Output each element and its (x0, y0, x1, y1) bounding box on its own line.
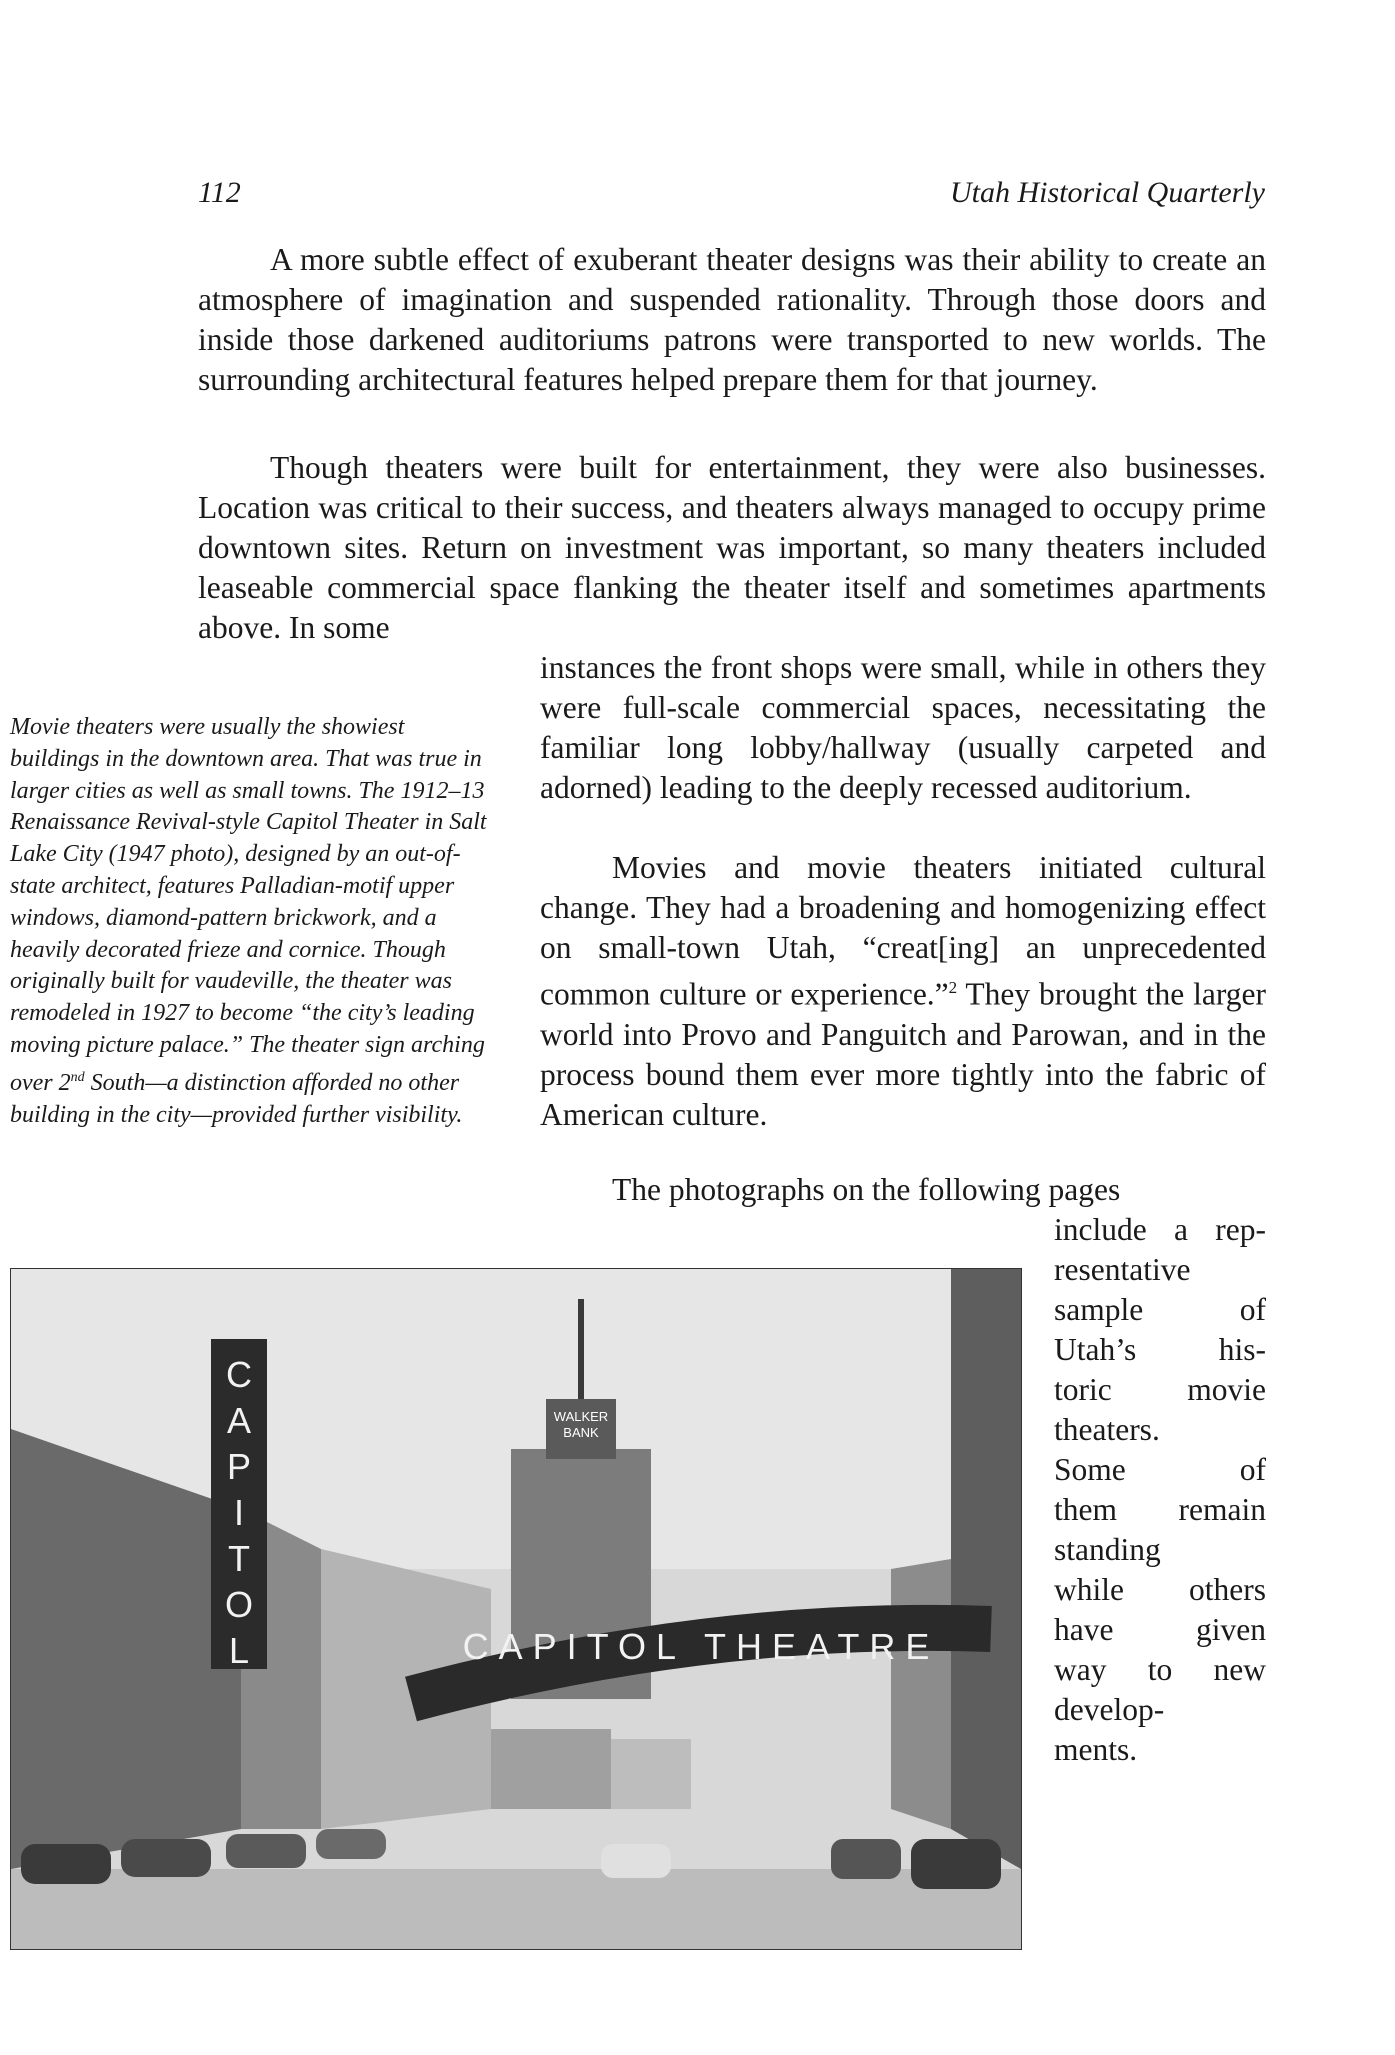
text-line: include a rep- (1054, 1212, 1266, 1247)
arch-sign-text: CAPITOL THEATRE (462, 1626, 940, 1667)
vertical-sign-letter: I (233, 1492, 245, 1533)
text-line: Utah’s his- (1054, 1332, 1266, 1367)
paragraph-photographs: The photographs on the following pages (612, 1172, 1121, 1207)
text-line: develop- (1054, 1692, 1165, 1727)
vertical-sign-letter: P (226, 1446, 252, 1487)
vertical-sign-letter: A (226, 1400, 252, 1441)
text-line: sample of (1054, 1292, 1266, 1327)
caption-text: Movie theaters were usually the showiest buildings in the downtown area. That was true in larger cities as well as small towns. The 1912–13 Renaissance Revival-style Capitol Theater in Salt Lake City (1947 photo), designed by an out-of-state architect, features Palladian-motif upper windows, diamond-pattern brickwork, and a heavily decorated frieze and cornice. Though originally built for vaudeville, the theater was remodeled in 1927 to become “the city’s leading moving picture palace.” The theater sign arching over 2 (10, 714, 487, 1096)
caption-superscript: nd (70, 1069, 85, 1085)
paragraph-photographs-continued (1054, 1210, 1266, 1770)
paragraph-businesses: Though theaters were built for entertainment, they were also businesses. Location was critical to their success, and theaters always managed to occupy prime downtown sites. Return on investment was important, so many theaters included leaseable commercial space flanking the theater itself and sometimes apartments above. In some (198, 450, 1266, 645)
text-line: Some of (1054, 1452, 1266, 1487)
page-number: 112 (198, 176, 241, 209)
vertical-sign-letter: L (228, 1630, 250, 1671)
capitol-theater-photo (10, 1268, 1022, 1950)
text-line: toric movie (1054, 1372, 1266, 1407)
footnote-ref: 2 (948, 978, 958, 997)
text-line: them remain (1054, 1492, 1266, 1527)
bank-sign-text: WALKER (553, 1409, 609, 1424)
text-line: have given (1054, 1612, 1266, 1647)
paragraph-cultural-change (540, 848, 1266, 1135)
running-head (198, 176, 1265, 212)
text-line: while others (1054, 1572, 1266, 1607)
vertical-sign-letter: T (228, 1538, 250, 1579)
text-line: ments. (1054, 1732, 1138, 1767)
paragraph-text: Movies and movie theaters initiated cultural change. They had a broadening and homogenizing effect on small-town Utah, “creat[ing] an unprecedented common culture or experience.” (540, 850, 1266, 1012)
journal-title: Utah Historical Quarterly (950, 176, 1265, 209)
text-line: resentative (1054, 1252, 1191, 1287)
photo-caption (10, 712, 488, 1131)
bank-sign-text: BANK (563, 1425, 599, 1440)
text-line: way to new (1054, 1652, 1266, 1687)
caption-text: South—a distinction afforded no other building in the city—provided further visibility. (10, 1069, 463, 1128)
paragraph-atmosphere: A more subtle effect of exuberant theater designs was their ability to create an atmosphere of imagination and suspended rationality. Through those doors and inside those darkened auditoriums patrons were transported to new worlds. The surrounding architectural features helped prepare them for that journey. (198, 242, 1266, 397)
vertical-sign-letter: O (224, 1584, 254, 1625)
vertical-sign-letter: C (226, 1354, 252, 1395)
paragraph-text: They brought the larger world into Provo and Panguitch and Parowan, and in the process bound them ever more tightly into the fabric of American culture. (540, 976, 1266, 1132)
text-line: theaters. (1054, 1412, 1160, 1447)
paragraph-front-shops: instances the front shops were small, while in others they were full-scale commercial spaces, necessitating the familiar long lobby/hallway (usually carpeted and adorned) leading to the deeply recessed auditorium. (540, 650, 1266, 805)
text-line: standing (1054, 1532, 1161, 1567)
